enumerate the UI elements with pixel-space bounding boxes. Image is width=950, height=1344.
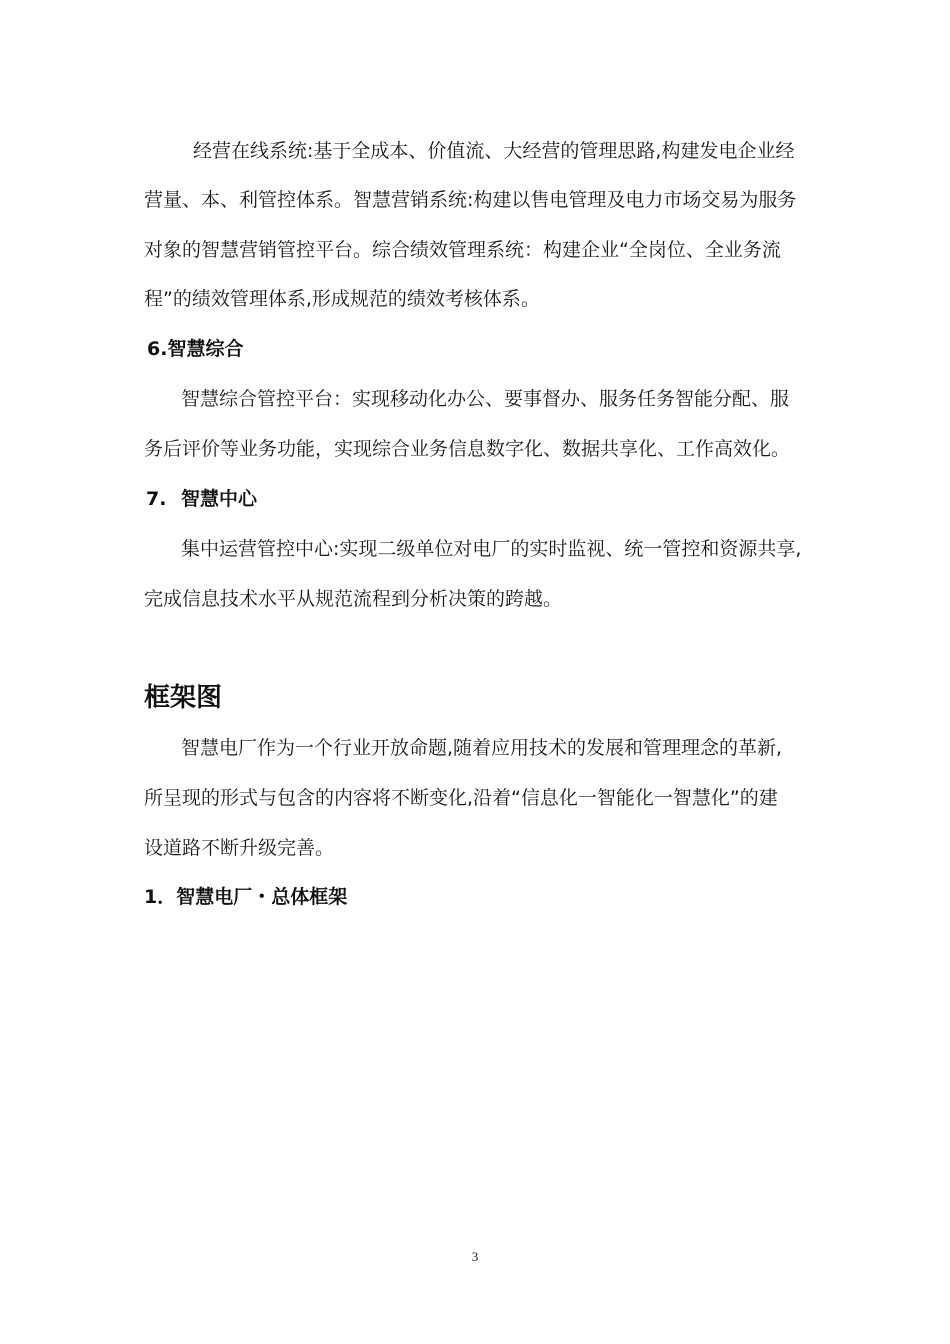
heading-smart-center: 智慧中心 [181, 488, 258, 510]
paragraph-line: 设道路不断升级完善。 [144, 837, 335, 859]
heading-number: 7. [146, 488, 167, 510]
paragraph-line: 所呈现的形式与包含的内容将不断变化,沿着“信息化一智能化一智慧化”的建 [144, 787, 778, 809]
paragraph-line: 智慧电厂作为一个行业开放命题,随着应用技术的发展和管理理念的革新, [181, 737, 783, 759]
paragraph-line: 程”的绩效管理体系,形成规范的绩效考核体系。 [144, 288, 540, 310]
heading-overall-framework: 1．智慧电厂・总体框架 [144, 886, 348, 908]
paragraph-line: 务后评价等业务功能，实现综合业务信息数字化、数据共享化、工作高效化。 [144, 438, 791, 460]
paragraph-line: 营量、本、利管控体系。智慧营销系统:构建以售电管理及电力市场交易为服务 [144, 189, 797, 211]
heading-smart-integrated: 6.智慧综合 [147, 338, 244, 360]
paragraph-line: 完成信息技术水平从规范流程到分析决策的跨越。 [144, 588, 563, 610]
paragraph-line: 经营在线系统:基于全成本、价值流、大经营的管理思路,构建发电企业经 [193, 140, 795, 162]
paragraph-line: 对象的智慧营销管控平台。综合绩效管理系统：构建企业“全岗位、全业务流 [144, 239, 781, 261]
paragraph-line: 集中运营管控中心:实现二级单位对电厂的实时监视、统一管控和资源共享, [181, 538, 802, 560]
paragraph-line: 智慧综合管控平台：实现移动化办公、要事督办、服务任务智能分配、服 [181, 388, 790, 410]
page-number: 3 [471, 1249, 479, 1264]
section-title: 框架图 [144, 683, 223, 713]
